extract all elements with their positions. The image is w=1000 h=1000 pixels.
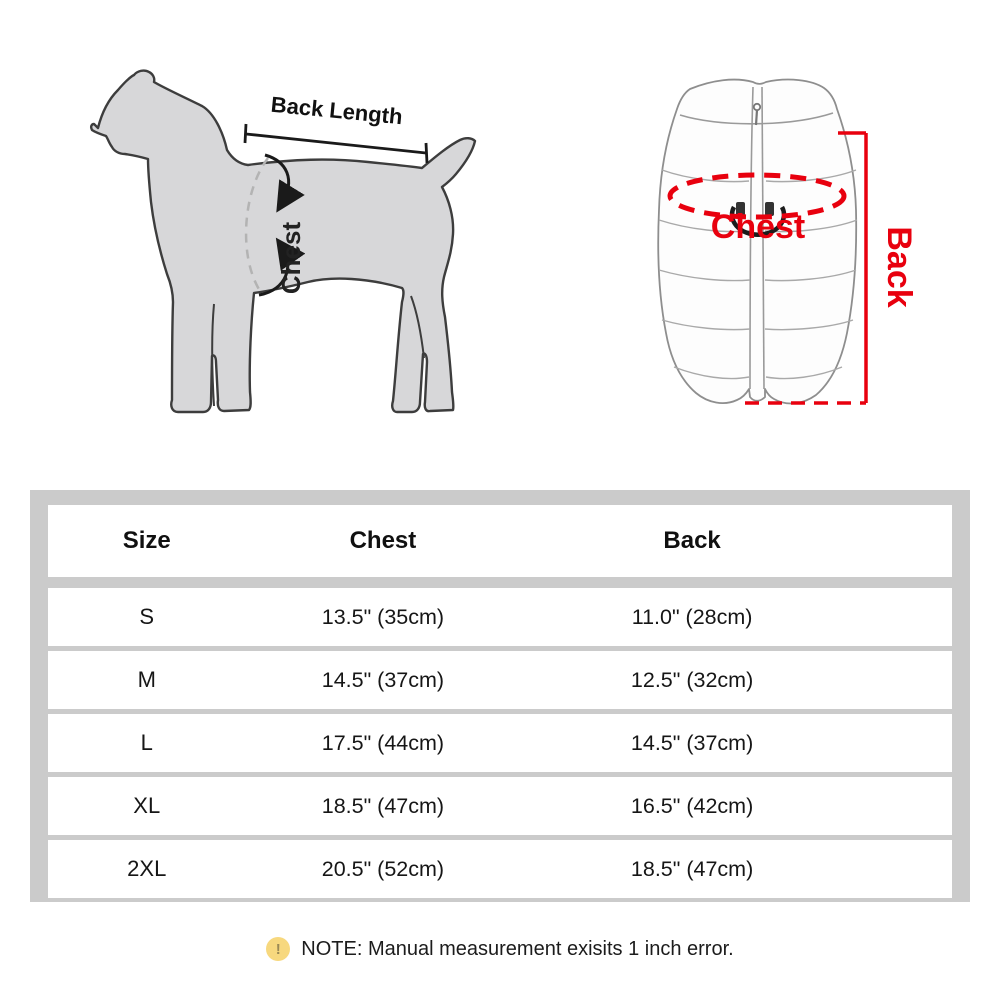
dog-measurement-diagram [68, 62, 528, 482]
vest-measurement-diagram [650, 75, 920, 450]
cell-size: S [139, 604, 155, 629]
cell-chest: 14.5" (37cm) [321, 667, 445, 692]
table-row [48, 840, 952, 898]
cell-chest: 13.5" (35cm) [321, 604, 445, 629]
back-length-label: Back Length [269, 91, 404, 130]
cell-size: 2XL [127, 856, 167, 881]
cell-back: 11.0" (28cm) [631, 604, 753, 629]
cell-size: L [140, 730, 153, 755]
cell-back: 14.5" (37cm) [630, 730, 754, 755]
size-table [30, 490, 970, 902]
cell-back: 18.5" (47cm) [630, 856, 754, 881]
size-table-header-row [48, 505, 952, 577]
measurement-note [0, 934, 1000, 964]
cell-back: 12.5" (32cm) [630, 667, 754, 692]
column-header-size: Size [122, 527, 171, 554]
cell-chest: 20.5" (52cm) [321, 856, 445, 881]
vest-chest-label: Chest [710, 208, 806, 246]
back-length-line [246, 134, 426, 153]
cell-back: 16.5" (42cm) [630, 793, 754, 818]
cell-size: M [137, 667, 156, 692]
note-text: NOTE: Manual measurement exisits 1 inch error. [301, 937, 734, 960]
vest-back-label: Back [880, 226, 918, 308]
table-row [48, 777, 952, 835]
table-row [48, 714, 952, 772]
exclamation-icon: ! [266, 937, 290, 961]
cell-size: XL [133, 793, 161, 818]
cell-chest: 18.5" (47cm) [321, 793, 445, 818]
dog-chest-label: Chest [276, 221, 306, 295]
vest-zipper-pull-tape [756, 110, 757, 125]
table-row [48, 588, 952, 646]
cell-chest: 17.5" (44cm) [321, 730, 445, 755]
size-table-body [48, 588, 952, 898]
table-row [48, 651, 952, 709]
column-header-chest: Chest [349, 527, 417, 554]
back-length-tick-right [426, 143, 427, 163]
back-length-tick-left [245, 124, 246, 143]
column-header-back: Back [663, 527, 721, 554]
